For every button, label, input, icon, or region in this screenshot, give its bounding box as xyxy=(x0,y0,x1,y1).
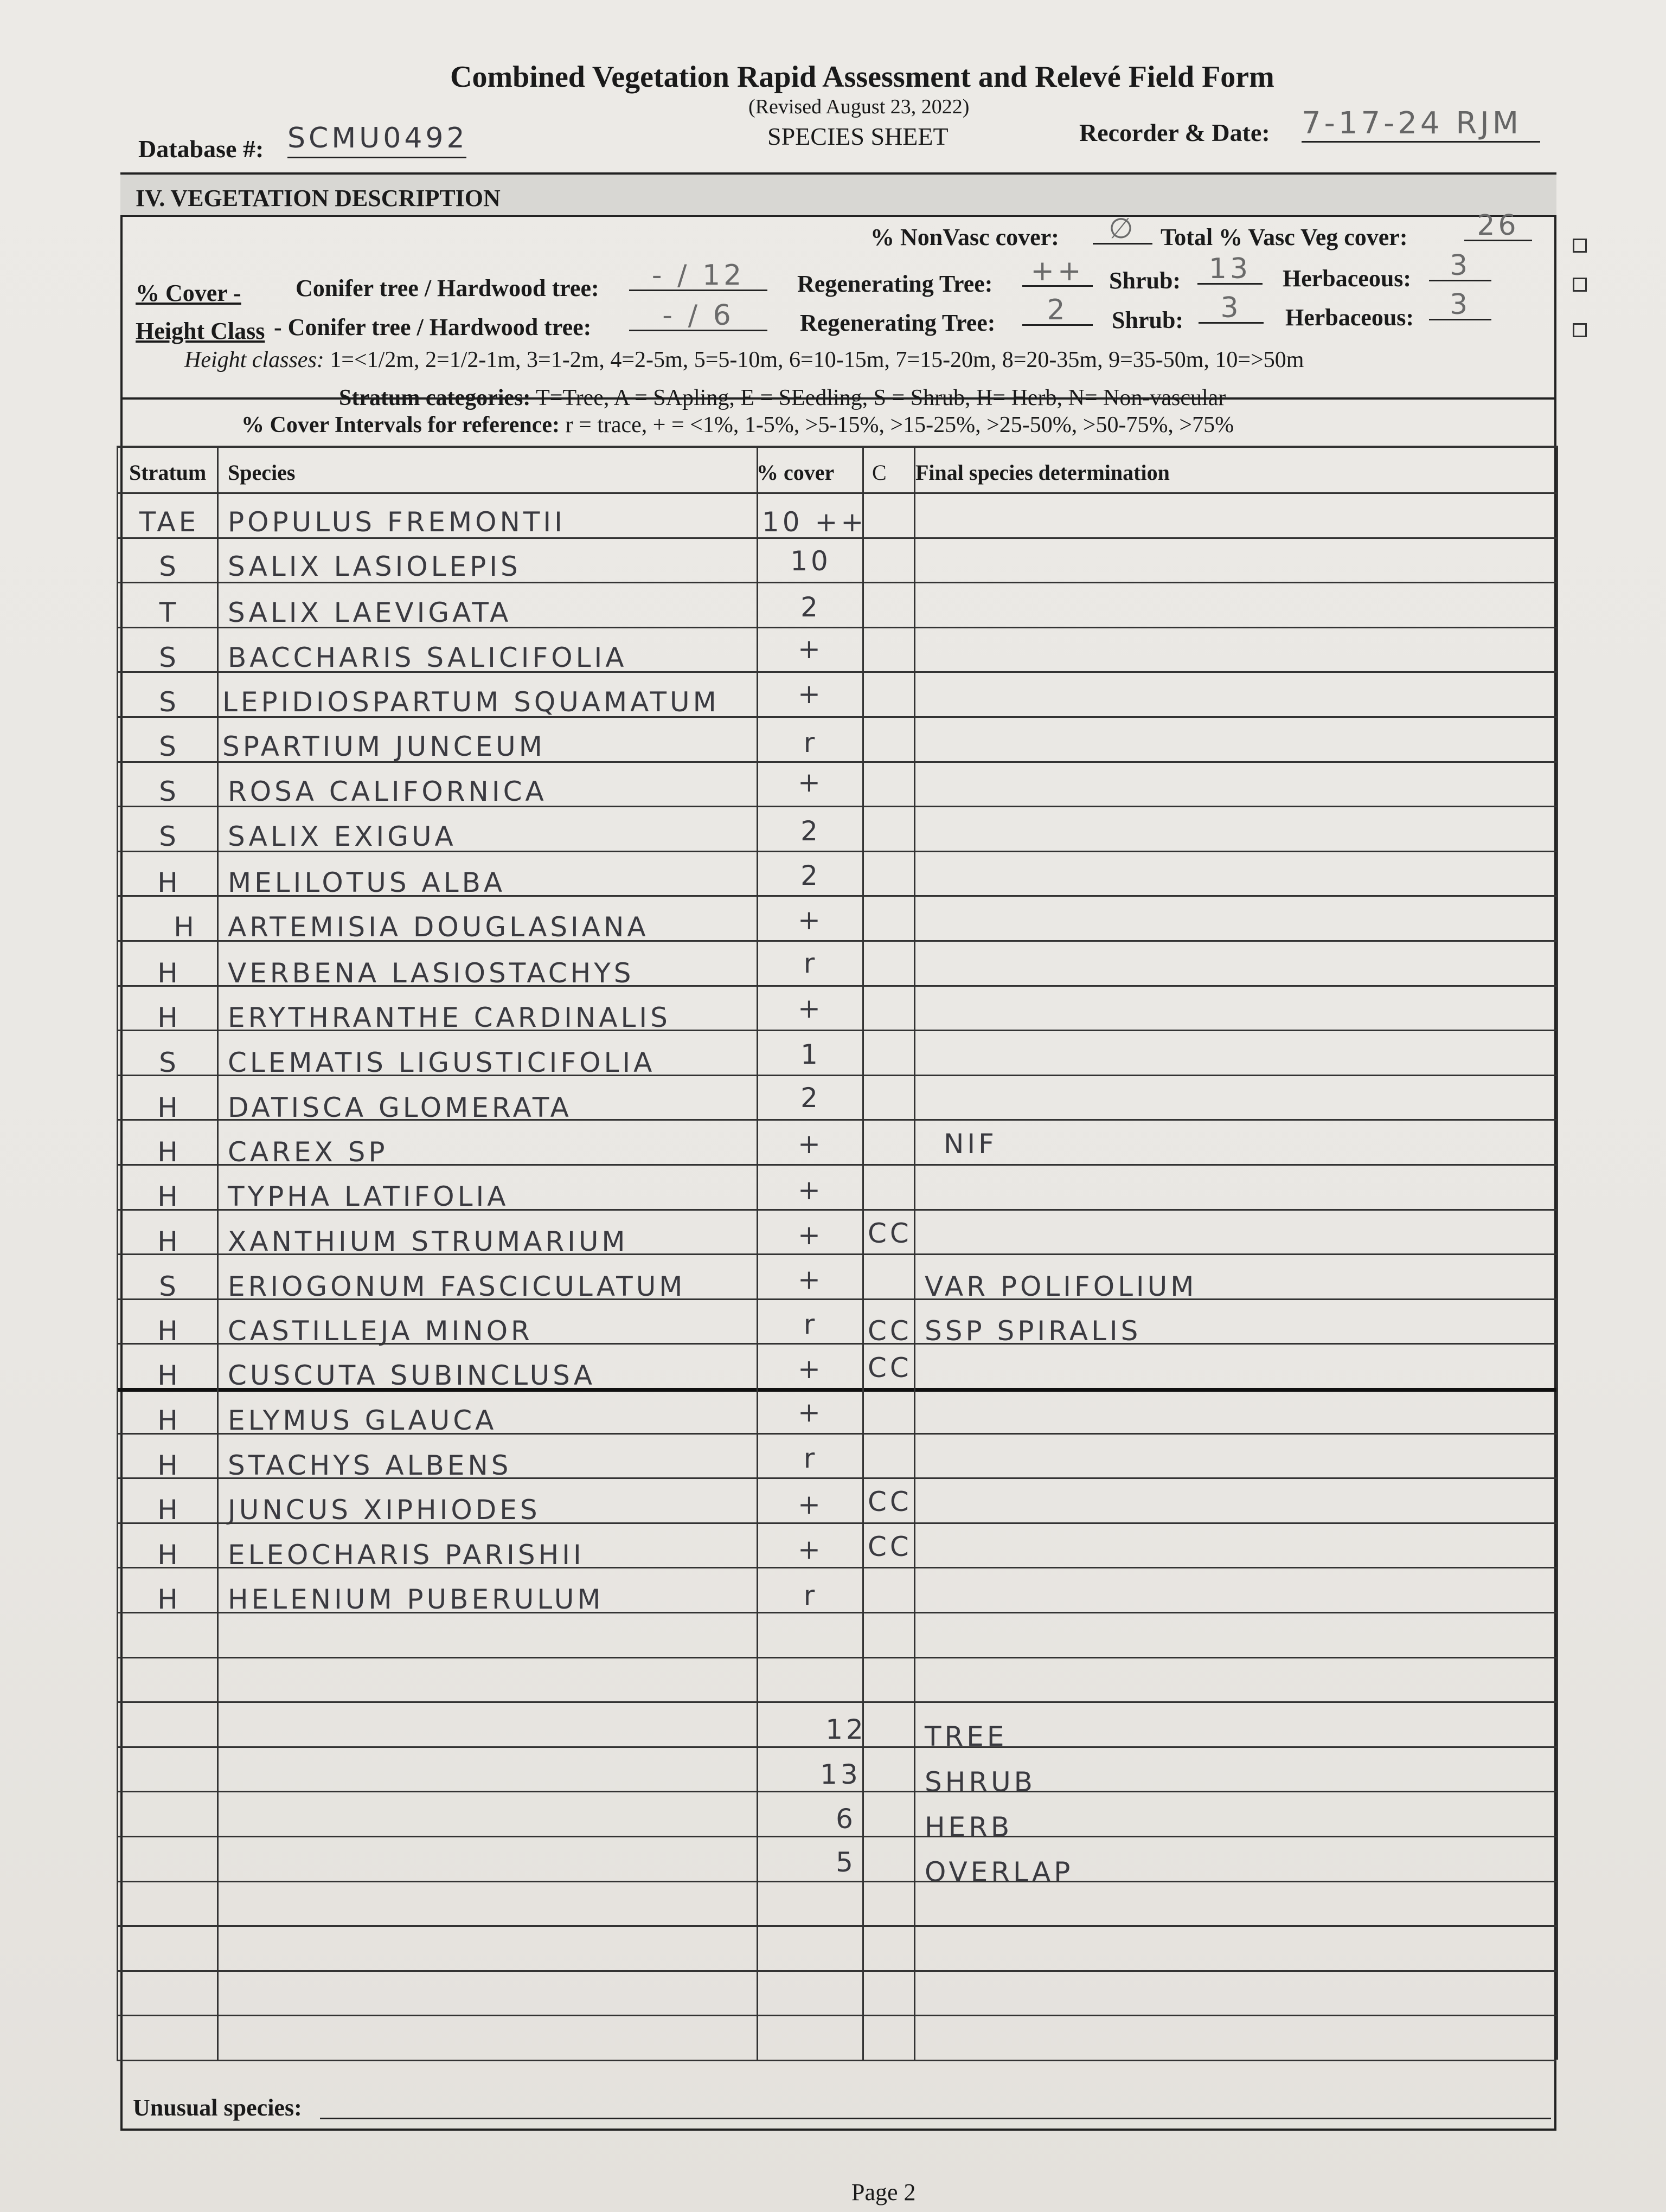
row-18-species: ERIOGONUM FASCICULATUM xyxy=(228,1271,686,1302)
row-14-stratum: H xyxy=(157,1092,181,1123)
table-row-rule xyxy=(117,1746,1556,1748)
table-row-rule xyxy=(117,1164,1556,1166)
table-row-rule xyxy=(117,985,1556,987)
total-vasc-field[interactable]: 26 xyxy=(1464,209,1532,241)
conifer-hardwood-cover-field[interactable]: - / 12 xyxy=(629,259,767,291)
table-row-rule xyxy=(117,851,1556,852)
table-column-rule xyxy=(217,446,219,2060)
row-25-species: HELENIUM PUBERULUM xyxy=(228,1584,604,1615)
row-13-stratum: S xyxy=(159,1047,180,1078)
conifer-height-label: - Conifer tree / Hardwood tree: xyxy=(274,314,592,340)
row-8-stratum: S xyxy=(159,821,180,852)
margin-checkbox-2[interactable] xyxy=(1573,278,1587,292)
database-field[interactable]: SCMU0492 xyxy=(287,122,466,158)
table-row-rule xyxy=(117,1522,1556,1524)
cover-row-label: % Cover - xyxy=(136,280,241,306)
row-12-stratum: H xyxy=(157,1002,181,1033)
table-column-rule xyxy=(117,446,118,2060)
herb-height-field[interactable]: 3 xyxy=(1429,288,1491,320)
table-row-rule xyxy=(117,1343,1556,1345)
section-title: IV. VEGETATION DESCRIPTION xyxy=(136,185,501,211)
row-7-cover: + xyxy=(798,767,824,798)
row-23-cover: + xyxy=(798,1489,824,1520)
row-17-c: CC xyxy=(868,1218,912,1249)
herb-cover-field[interactable]: 3 xyxy=(1429,249,1491,281)
row-1-stratum: TAE xyxy=(139,506,200,538)
table-header-rule xyxy=(117,492,1556,494)
row-13-cover: 1 xyxy=(800,1039,821,1070)
row-29-cover: 13 xyxy=(820,1759,861,1790)
table-column-rule xyxy=(914,446,915,2060)
row-9-stratum: H xyxy=(157,867,181,898)
table-row-rule xyxy=(117,1612,1556,1613)
row-2-species: SALIX LASIOLEPIS xyxy=(228,551,521,582)
table-row-rule xyxy=(117,1791,1556,1792)
row-21-cover: + xyxy=(798,1397,824,1428)
row-15-final: NIF xyxy=(944,1128,997,1160)
row-15-stratum: H xyxy=(157,1136,181,1168)
row-3-stratum: T xyxy=(159,597,180,628)
table-row-rule xyxy=(117,1253,1556,1255)
table-row-rule xyxy=(117,1298,1556,1300)
row-19-c: CC xyxy=(868,1315,912,1347)
height-classes-legend: Height classes: 1=<1/2m, 2=1/2-1m, 3=1-2m, 4=2-5m, 5=5-10m, 6=10-15m, 7=15-20m, 8=20-35m, 9=35-50m, 10=>50m xyxy=(184,348,1304,372)
table-row-rule xyxy=(117,1925,1556,1927)
table-row-rule xyxy=(117,940,1556,942)
row-6-cover: r xyxy=(803,727,818,758)
table-row-rule xyxy=(117,1030,1556,1031)
row-7-stratum: S xyxy=(159,776,180,807)
table-column-rule xyxy=(1556,446,1558,2060)
table-row-rule xyxy=(117,627,1556,628)
row-6-stratum: S xyxy=(159,731,180,762)
row-18-stratum: S xyxy=(159,1271,180,1302)
row-9-species: MELILOTUS ALBA xyxy=(228,867,506,898)
row-19-species: CASTILLEJA MINOR xyxy=(228,1315,533,1347)
table-row-rule xyxy=(117,1836,1556,1837)
row-22-stratum: H xyxy=(157,1450,181,1481)
conifer-hardwood-height-field[interactable]: - / 6 xyxy=(629,299,767,331)
row-14-cover: 2 xyxy=(800,1082,821,1114)
row-16-species: TYPHA LATIFOLIA xyxy=(228,1181,509,1212)
unusual-species-field[interactable] xyxy=(320,2118,1551,2119)
recorder-date-field[interactable]: 7-17-24 RJM xyxy=(1302,106,1540,143)
row-1-cover: 10 ++ xyxy=(762,506,867,538)
shrub-height-field[interactable]: 3 xyxy=(1199,292,1264,324)
form-subtitle: SPECIES SHEET xyxy=(767,123,949,150)
nonvasc-label: % NonVasc cover: xyxy=(870,224,1059,250)
col-header-cover: % cover xyxy=(757,460,835,485)
row-28-cover: 12 xyxy=(825,1714,867,1745)
page-number: Page 2 xyxy=(851,2179,916,2205)
row-5-stratum: S xyxy=(159,686,180,718)
row-12-species: ERYTHRANTHE CARDINALIS xyxy=(228,1002,671,1033)
table-row-rule xyxy=(117,1075,1556,1076)
row-3-cover: 2 xyxy=(800,591,821,623)
row-14-species: DATISCA GLOMERATA xyxy=(228,1092,572,1123)
row-17-species: XANTHIUM STRUMARIUM xyxy=(228,1226,629,1257)
table-row-rule xyxy=(117,1657,1556,1658)
herb-height-label: Herbaceous: xyxy=(1285,304,1414,331)
margin-checkbox-1[interactable] xyxy=(1573,239,1587,253)
col-header-c: C xyxy=(872,460,887,485)
row-5-cover: + xyxy=(798,678,824,710)
row-15-species: CAREX SP xyxy=(228,1136,388,1168)
total-vasc-label: Total % Vasc Veg cover: xyxy=(1161,224,1408,250)
table-row-rule xyxy=(117,1433,1556,1435)
row-8-cover: 2 xyxy=(800,815,821,847)
row-20-species: CUSCUTA SUBINCLUSA xyxy=(228,1360,596,1391)
row-1-species: POPULUS FREMONTII xyxy=(228,506,566,538)
height-row-label: Height Class xyxy=(136,318,265,344)
row-23-c: CC xyxy=(868,1486,912,1517)
table-row-rule xyxy=(117,2015,1556,2016)
row-11-species: VERBENA LASIOSTACHYS xyxy=(228,957,635,989)
row-13-species: CLEMATIS LIGUSTICIFOLIA xyxy=(228,1047,656,1078)
row-20-c: CC xyxy=(868,1352,912,1384)
row-8-species: SALIX EXIGUA xyxy=(228,821,457,852)
unusual-species-label: Unusual species: xyxy=(133,2094,302,2121)
row-11-cover: r xyxy=(803,948,818,979)
row-19-stratum: H xyxy=(157,1315,181,1347)
row-30-final: HERB xyxy=(925,1811,1013,1843)
table-row-rule xyxy=(117,806,1556,807)
conifer-cover-label: Conifer tree / Hardwood tree: xyxy=(296,275,599,301)
nonvasc-field[interactable]: ∅ xyxy=(1093,213,1152,245)
row-23-stratum: H xyxy=(157,1494,181,1526)
row-9-cover: 2 xyxy=(800,860,821,891)
row-10-cover: + xyxy=(798,904,824,936)
row-10-stratum: H xyxy=(174,911,197,943)
row-21-stratum: H xyxy=(157,1405,181,1436)
table-top-rule xyxy=(117,446,1556,448)
table-row-rule xyxy=(117,895,1556,897)
regen-cover-field[interactable]: ++ xyxy=(1022,255,1093,287)
row-31-final: OVERLAP xyxy=(925,1856,1074,1888)
row-10-species: ARTEMISIA DOUGLASIANA xyxy=(228,911,649,943)
row-28-final: TREE xyxy=(925,1721,1008,1752)
recorder-label: Recorder & Date: xyxy=(1079,119,1270,146)
row-2-cover: 10 xyxy=(790,545,831,577)
table-row-rule xyxy=(117,761,1556,763)
table-row-rule xyxy=(117,671,1556,673)
row-25-cover: r xyxy=(803,1580,818,1611)
row-17-cover: + xyxy=(798,1219,824,1251)
table-row-rule xyxy=(117,1119,1556,1121)
table-column-rule xyxy=(757,446,758,2060)
table-row-rule xyxy=(117,1881,1556,1882)
row-24-stratum: H xyxy=(157,1539,181,1571)
database-label: Database #: xyxy=(138,135,264,163)
col-header-species: Species xyxy=(228,460,296,485)
row-16-stratum: H xyxy=(157,1181,181,1212)
row-24-c: CC xyxy=(868,1531,912,1562)
revision-date: (Revised August 23, 2022) xyxy=(748,95,970,118)
col-header-stratum: Stratum xyxy=(129,460,207,485)
row-30-cover: 6 xyxy=(836,1803,856,1835)
table-row-rule xyxy=(117,1477,1556,1479)
table-row-rule xyxy=(117,537,1556,539)
table-row-rule xyxy=(117,1388,1556,1392)
row-6-species: SPARTIUM JUNCEUM xyxy=(222,731,546,762)
row-4-cover: + xyxy=(798,633,824,665)
row-19-cover: r xyxy=(803,1309,818,1340)
table-row-rule xyxy=(117,716,1556,718)
table-row-rule xyxy=(117,582,1556,583)
shrub-cover-field[interactable]: 13 xyxy=(1197,253,1263,285)
row-12-cover: + xyxy=(798,993,824,1024)
shrub-height-label: Shrub: xyxy=(1112,307,1184,333)
row-16-cover: + xyxy=(798,1174,824,1206)
row-29-final: SHRUB xyxy=(925,1766,1036,1798)
row-31-cover: 5 xyxy=(836,1847,856,1878)
row-18-final: VAR POLIFOLIUM xyxy=(925,1271,1197,1302)
cover-intervals-legend: % Cover Intervals for reference: r = trace, + = <1%, 1-5%, >5-15%, >15-25%, >25-50%, >50-75%, >75% xyxy=(241,413,1234,438)
row-15-cover: + xyxy=(798,1128,824,1160)
row-18-cover: + xyxy=(798,1264,824,1295)
row-2-stratum: S xyxy=(159,551,180,582)
row-4-species: BACCHARIS SALICIFOLIA xyxy=(228,642,627,673)
regen-height-field[interactable]: 2 xyxy=(1022,294,1093,326)
table-row-rule xyxy=(117,2060,1556,2061)
row-19-final: SSP SPIRALIS xyxy=(925,1315,1142,1347)
row-5-species: LEPIDIOSPARTUM SQUAMATUM xyxy=(222,686,720,718)
stratum-categories-legend: Stratum categories: T=Tree, A = SApling, E = SEedling, S = Shrub, H= Herb, N= Non-vascular xyxy=(339,385,1226,410)
row-11-stratum: H xyxy=(157,957,181,989)
table-column-rule xyxy=(862,446,864,2060)
row-21-species: ELYMUS GLAUCA xyxy=(228,1405,497,1436)
regen-cover-label: Regenerating Tree: xyxy=(797,271,993,297)
table-row-rule xyxy=(117,1701,1556,1703)
row-17-stratum: H xyxy=(157,1226,181,1257)
table-row-rule xyxy=(117,1567,1556,1568)
regen-height-label: Regenerating Tree: xyxy=(800,310,996,336)
row-20-stratum: H xyxy=(157,1360,181,1391)
row-3-species: SALIX LAEVIGATA xyxy=(228,597,512,628)
herb-cover-label: Herbaceous: xyxy=(1283,265,1412,292)
row-7-species: ROSA CALIFORNICA xyxy=(228,776,547,807)
row-23-species: JUNCUS XIPHIODES xyxy=(228,1494,541,1526)
table-row-rule xyxy=(117,1970,1556,1972)
margin-checkbox-3[interactable] xyxy=(1573,323,1587,337)
row-20-cover: + xyxy=(798,1353,824,1385)
row-24-species: ELEOCHARIS PARISHII xyxy=(228,1539,585,1571)
table-row-rule xyxy=(117,1209,1556,1211)
row-22-cover: r xyxy=(803,1443,818,1474)
form-title: Combined Vegetation Rapid Assessment and Relevé Field Form xyxy=(450,60,1274,94)
shrub-cover-label: Shrub: xyxy=(1109,267,1181,294)
row-4-stratum: S xyxy=(159,642,180,673)
row-22-species: STACHYS ALBENS xyxy=(228,1450,512,1481)
row-24-cover: + xyxy=(798,1534,824,1565)
col-header-final: Final species determination xyxy=(915,460,1170,485)
row-25-stratum: H xyxy=(157,1584,181,1615)
